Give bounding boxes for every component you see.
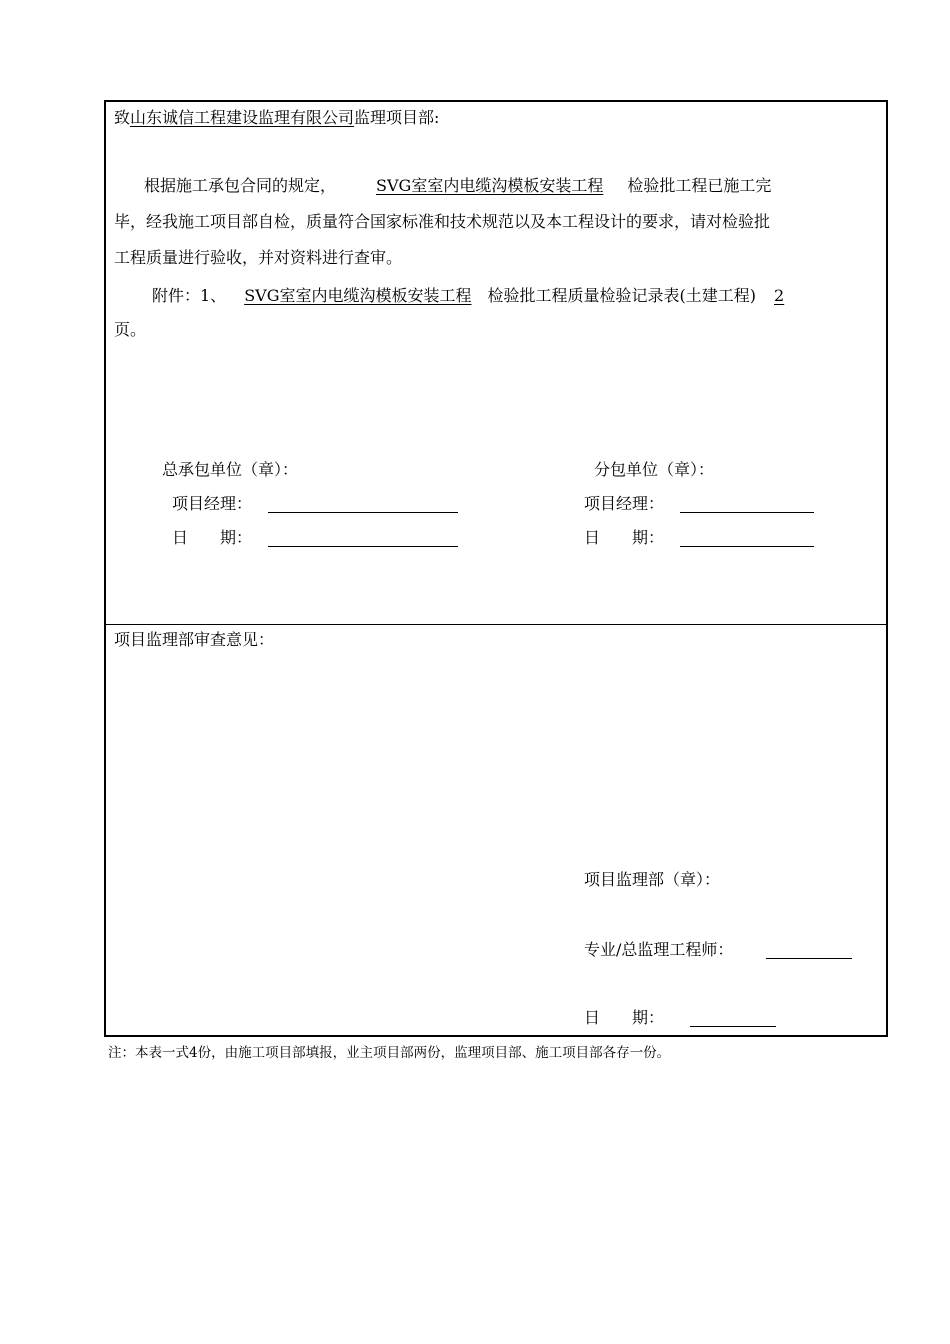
addressee-suffix: 监理项目部: xyxy=(354,108,440,127)
attachment-project-name: SVG室室内电缆沟模板安装工程 xyxy=(244,286,472,305)
gc-project-manager-blank xyxy=(268,512,458,513)
sub-project-manager-blank xyxy=(680,512,814,513)
gc-project-manager-label: 项目经理： xyxy=(172,494,253,513)
body-line-2: 毕，经我施工项目部自检，质量符合国家标准和技术规范以及本工程设计的要求，请对检验批 xyxy=(114,212,771,231)
addressee-line xyxy=(114,108,439,128)
application-form xyxy=(104,100,888,1037)
addressee-prefix: 致 xyxy=(114,108,131,127)
subcontractor-label: 分包单位（章）： xyxy=(594,460,715,479)
engineer-blank xyxy=(766,958,852,959)
section-divider xyxy=(106,624,886,625)
attachment-middle: 检验批工程质量检验记录表(土建工程) xyxy=(487,286,756,305)
attachment-line xyxy=(152,286,784,306)
review-date-blank xyxy=(690,1026,776,1027)
engineer-label: 专业/总监理工程师： xyxy=(584,940,734,959)
general-contractor-label: 总承包单位（章）： xyxy=(162,460,299,479)
gc-date-label: 日 期： xyxy=(172,528,253,547)
sub-project-manager-label: 项目经理： xyxy=(584,494,665,513)
review-date-label: 日 期： xyxy=(584,1008,665,1027)
review-title: 项目监理部审查意见： xyxy=(114,630,275,649)
body-line1-pre: 根据施工承包合同的规定， xyxy=(144,176,337,195)
body-line-3: 工程质量进行验收，并对资料进行查审。 xyxy=(114,248,403,267)
supervisor-company: 山东诚信工程建设监理有限公司 xyxy=(130,108,355,127)
supervision-seal-label: 项目监理部（章）： xyxy=(584,870,721,889)
attachment-suffix: 页。 xyxy=(114,320,147,339)
attachment-prefix: 附件：1、 xyxy=(152,286,227,305)
sub-date-blank xyxy=(680,546,814,547)
body-line1-post: 检验批工程已施工完 xyxy=(627,176,772,195)
footnote: 注：本表一式4份，由施工项目部填报，业主项目部两份，监理项目部、施工项目部各存一份。 xyxy=(108,1045,671,1061)
project-name: SVG室室内电缆沟模板安装工程 xyxy=(376,176,604,195)
sub-date-label: 日 期： xyxy=(584,528,665,547)
body-line-1 xyxy=(144,176,771,196)
gc-date-blank xyxy=(268,546,458,547)
attachment-pages: 2 xyxy=(774,286,785,305)
